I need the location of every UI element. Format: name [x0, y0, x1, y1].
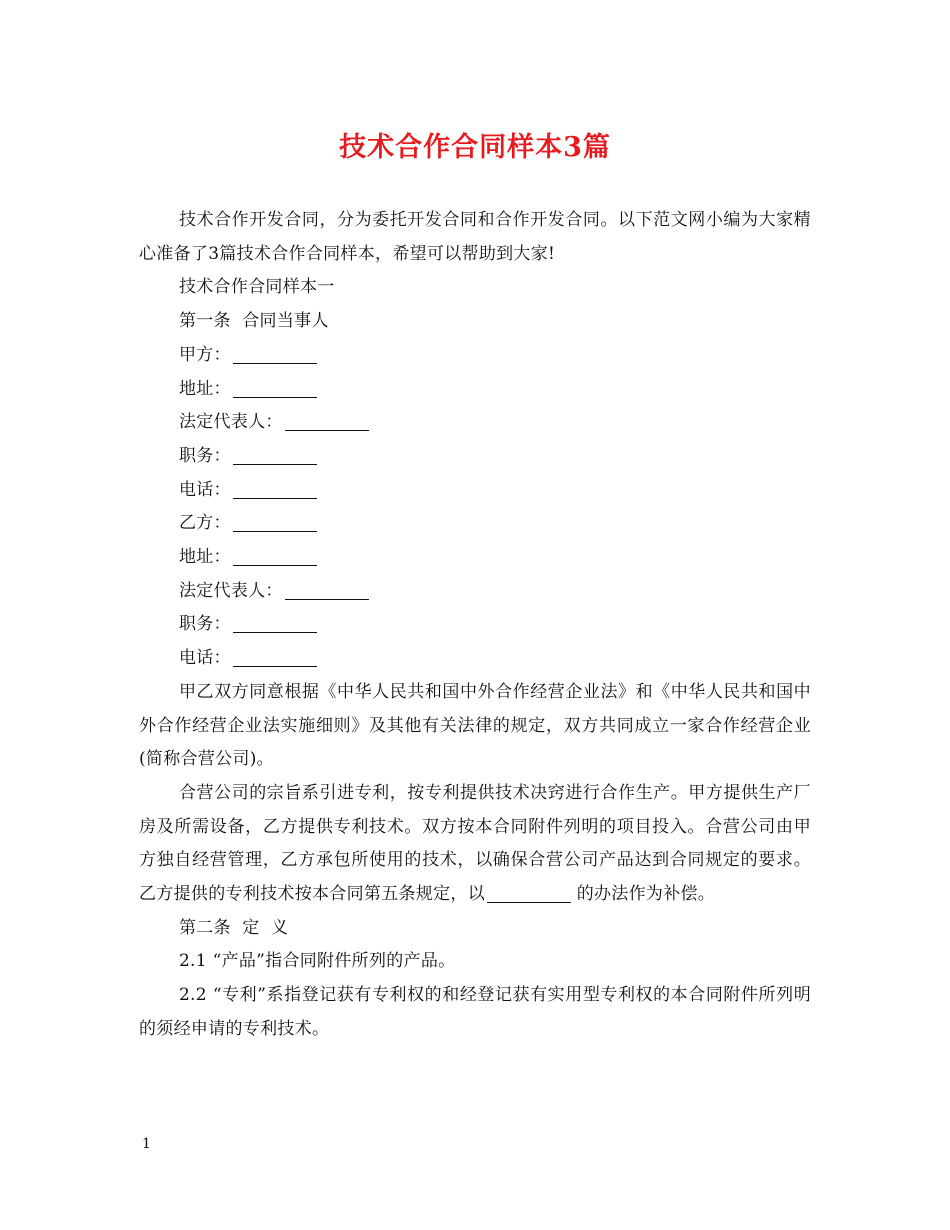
- field-label: 乙方：: [178, 513, 231, 534]
- party-a-field: [139, 339, 811, 373]
- party-b-field: [139, 642, 811, 676]
- definition-2-2: 2.2 “专利”系指登记获有专利权的和经登记获有实用型专利权的本合同附件所列明的须经申请的专利技术。: [139, 985, 811, 1039]
- party-b-field: [139, 507, 811, 541]
- field-label: 职务：: [178, 445, 231, 466]
- article1-heading: [139, 305, 811, 339]
- field-label: 职务：: [178, 614, 231, 635]
- party-a-field: [139, 474, 811, 508]
- blank-underline: [285, 412, 369, 431]
- purpose-text-after: 的办法作为补偿。: [571, 884, 716, 905]
- intro-paragraph: 技术合作开发合同，分为委托开发合同和合作开发合同。以下范文网小编为大家精心准备了3篇技术合作合同样本，希望可以帮助到大家!: [139, 210, 811, 264]
- party-b-field: [139, 575, 811, 609]
- party-b-field: [139, 608, 811, 642]
- article2-heading: [139, 912, 811, 946]
- field-label: 法定代表人：: [178, 580, 283, 601]
- blank-underline: [285, 581, 369, 600]
- definition-2-1: 2.1 “产品”指合同附件所列的产品。: [178, 951, 456, 972]
- field-label: 地址：: [178, 547, 231, 568]
- agreement-paragraph: 甲乙双方同意根据《中华人民共和国中外合作经营企业法》和《中华人民共和国中外合作经营企业法实施细则》及其他有关法律的规定，双方共同成立一家合作经营企业 (简称合营公司)。: [139, 681, 811, 770]
- party-a-field: [139, 406, 811, 440]
- sample-heading: 技术合作合同样本一: [178, 277, 335, 298]
- party-b-field: [139, 541, 811, 575]
- field-label: 电话：: [178, 648, 231, 669]
- field-label: 甲方：: [178, 344, 231, 365]
- blank-underline: [233, 446, 317, 465]
- blank-underline: [233, 648, 317, 667]
- field-label: 法定代表人：: [178, 412, 283, 433]
- document-body: [139, 204, 811, 1047]
- party-a-field: [139, 440, 811, 474]
- blank-underline: [233, 547, 317, 566]
- article2-heading-text: 第二条 定 义: [178, 917, 289, 938]
- page-number: 1: [142, 1136, 151, 1152]
- field-label: 电话：: [178, 479, 231, 500]
- article1-heading-text: 第一条 合同当事人: [178, 311, 329, 332]
- blank-underline: [487, 884, 571, 903]
- purpose-text-before: 合营公司的宗旨系引进专利，按专利提供技术决窍进行合作生产。甲方提供生产厂房及所需设备，乙方提供专利技术。双方按本合同附件列明的项目投入。合营公司由甲方独自经营管理，乙方承包所使用的技术，以确保合营公司产品达到合同规定的要求。乙方提供的专利技术按本合同第五条规定，以: [139, 782, 811, 905]
- blank-underline: [233, 379, 317, 398]
- purpose-paragraph: [139, 777, 811, 912]
- blank-underline: [233, 513, 317, 532]
- blank-underline: [233, 345, 317, 364]
- blank-underline: [233, 480, 317, 499]
- blank-underline: [233, 614, 317, 633]
- party-a-field: [139, 373, 811, 407]
- field-label: 地址：: [178, 378, 231, 399]
- document-title: 技术合作合同样本3篇: [339, 132, 611, 163]
